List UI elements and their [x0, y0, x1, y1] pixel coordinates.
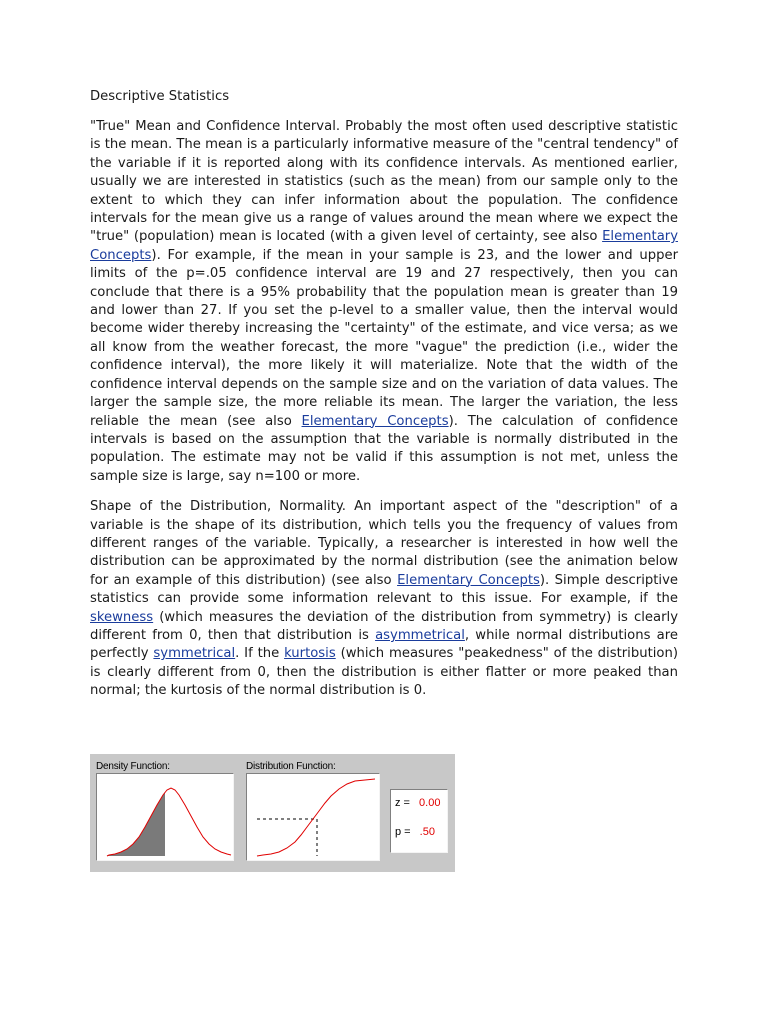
cdf-curve: [257, 779, 375, 856]
paragraph-text: . If the: [235, 646, 285, 662]
paragraph-text: (which measures the deviation of the distribution from symmetry) is clearly different from 0, then that distribution is: [90, 609, 678, 643]
paragraph-text: ). For example, if the mean in your sample is 23, and the lower and upper limits of the p=.05 confidence interval are 19 and 27 respectively, then you can conclude that there is a 95% probability that the population mean is greater than 19 and lower than 27. If you set the p-level to a smaller value, then the interval would become wider thereby increasing the "certainty" of the estimate, and vice versa; as we all know from the weather forecast, the more "vague" the prediction (i.e., wider the confidence interval), the more likely it will materialize. Note that the width of the confidence interval depends on the sample size and on the variation of data values. The larger the sample size, the more reliable its mean. The larger the variation, the less reliable the mean (see also: [90, 247, 678, 429]
link-elementary-concepts[interactable]: Elementary Concepts: [301, 413, 449, 429]
paragraph-text: (which measures "peakedness" of the distribution) is clearly different from 0, then the distribution is either flatter or more peaked than normal; the kurtosis of the normal distribution is 0.: [90, 646, 678, 699]
paragraph-text: , while normal distributions are perfectly: [90, 627, 678, 662]
distribution-plot: [246, 773, 380, 861]
z-readout: [395, 797, 440, 809]
document-page: [90, 88, 678, 713]
z-label: z =: [395, 797, 410, 809]
distribution-figure: [90, 754, 455, 872]
density-curve: [107, 788, 231, 856]
paragraph-shape-normality: [90, 498, 678, 700]
density-function-label: Density Function:: [96, 761, 170, 772]
distribution-function-label: Distribution Function:: [246, 761, 336, 772]
density-curve-graphic: [97, 774, 233, 860]
z-value: 0.00: [419, 797, 441, 809]
p-label: p =: [395, 826, 411, 838]
p-readout: [395, 826, 435, 838]
link-skewness[interactable]: skewness: [90, 609, 154, 625]
density-plot: [96, 773, 234, 861]
density-shaded-area: [107, 792, 165, 856]
link-symmetrical[interactable]: symmetrical: [153, 646, 236, 662]
link-elementary-concepts[interactable]: Elementary Concepts: [397, 572, 540, 588]
link-asymmetrical[interactable]: asymmetrical: [375, 627, 465, 643]
link-elementary-concepts[interactable]: Elementary Concepts: [90, 229, 678, 263]
paragraph-mean-confidence: [90, 118, 678, 486]
readout-panel: [390, 789, 448, 853]
paragraph-text: Shape of the Distribution, Normality. An important aspect of the "description" of a variable is the shape of its distribution, which tells you the frequency of values from different ranges of the variable. Typically, a researcher is interested in how well the distribution can be approximated by the normal distribution (see the animation below for an example of this distribution) (see also: [90, 499, 678, 588]
paragraph-text: ). Simple descriptive statistics can provide some information relevant to this issue. For example, if the: [90, 572, 678, 607]
document-title: Descriptive Statistics: [90, 89, 230, 104]
p-value: .50: [419, 826, 435, 838]
paragraph-text: "True" Mean and Confidence Interval. Probably the most often used descriptive statistic is the mean. The mean is a particularly informative measure of the "central tendency" of the variable if it is reported along with its confidence intervals. As mentioned earlier, usually we are interested in statistics (such as the mean) from our sample only to the extent to which they can infer information about the population. The confidence intervals for the mean give us a range of values around the mean where we expect the "true" (population) mean is located (with a given level of certainty, see also: [90, 119, 678, 245]
distribution-curve-graphic: [247, 774, 379, 860]
paragraph-text: ). The calculation of confidence intervals is based on the assumption that the variable is normally distributed in the population. The estimate may not be valid if this assumption is not met, unless the sample size is large, say n=100 or more.: [90, 413, 678, 484]
link-kurtosis[interactable]: kurtosis: [284, 646, 336, 662]
